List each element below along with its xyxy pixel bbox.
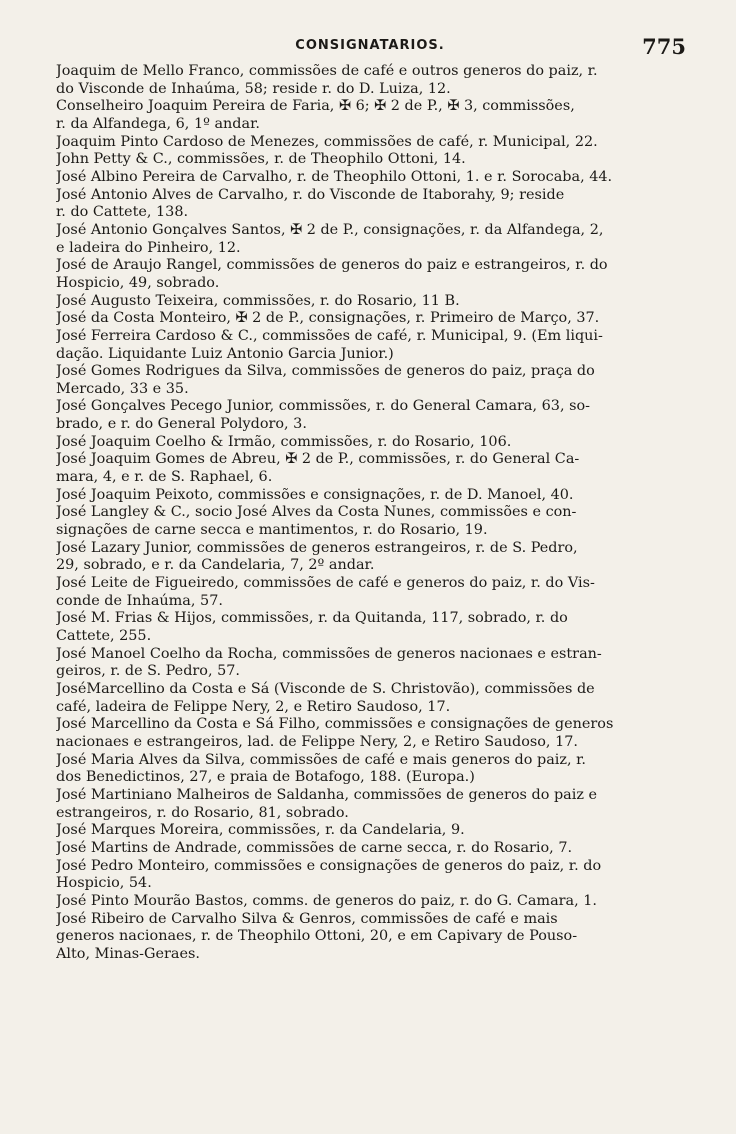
- entry-line: José Manoel Coelho da Rocha, commissões de generos nacionaes e estran-: [56, 645, 602, 662]
- entry-line: geiros, r. de S. Pedro, 57.: [56, 663, 240, 680]
- entry-line: José Antonio Gonçalves Santos, ✠ 2 de P., consignações, r. da Alfandega, 2,: [56, 221, 604, 238]
- directory-entry: [56, 434, 686, 452]
- page-number: 775: [642, 34, 686, 59]
- entry-line: José Antonio Alves de Carvalho, r. do Visconde de Itaborahy, 9; reside: [56, 186, 565, 203]
- entry-line: John Petty & C., commissões, r. de Theophilo Ottoni, 14.: [56, 151, 466, 168]
- entry-line: José M. Frias & Hijos, commissões, r. da Quitanda, 117, sobrado, r. do: [56, 610, 568, 627]
- entry-line: José Albino Pereira de Carvalho, r. de Theophilo Ottoni, 1. e r. Sorocaba, 44.: [56, 168, 613, 185]
- entry-line: José Pinto Mourão Bastos, comms. de generos do paiz, r. do G. Camara, 1.: [56, 892, 597, 909]
- directory-entry: [56, 893, 686, 911]
- entry-line: café, ladeira de Felippe Nery, 2, e Retiro Saudoso, 17.: [56, 698, 451, 715]
- entry-line: e ladeira do Pinheiro, 12.: [56, 239, 241, 256]
- entry-line: mara, 4, e r. de S. Raphael, 6.: [56, 469, 273, 486]
- entry-line: dação. Liquidante Luiz Antonio Garcia Junior.): [56, 345, 394, 362]
- entry-line: José de Araujo Rangel, commissões de generos do paiz e estrangeiros, r. do: [56, 257, 608, 274]
- entry-line: Joaquim Pinto Cardoso de Menezes, commissões de café, r. Municipal, 22.: [56, 133, 598, 150]
- entry-line: dos Benedictinos, 27, e praia de Botafogo, 188. (Europa.): [56, 769, 475, 786]
- directory-entry: [56, 752, 686, 787]
- entry-line: José Augusto Teixeira, commissões, r. do Rosario, 11 B.: [56, 292, 460, 309]
- entry-line: José Gonçalves Pecego Junior, commissões, r. do General Camara, 63, so-: [56, 398, 591, 415]
- directory-entry: [56, 610, 686, 645]
- entry-line: José Marques Moreira, commissões, r. da Candelaria, 9.: [56, 822, 465, 839]
- entry-line: r. da Alfandega, 6, 1º andar.: [56, 115, 260, 132]
- running-head: CONSIGNATARIOS.: [295, 38, 445, 53]
- entry-line: Alto, Minas-Geraes.: [56, 945, 200, 962]
- entry-line: Hospicio, 49, sobrado.: [56, 274, 220, 291]
- directory-entry: [56, 716, 686, 751]
- entry-line: 29, sobrado, e r. da Candelaria, 7, 2º andar.: [56, 557, 375, 574]
- directory-entry: [56, 787, 686, 822]
- directory-entry: [56, 646, 686, 681]
- directory-entry: [56, 451, 686, 486]
- entry-line: do Visconde de Inhaúma, 58; reside r. do D. Luiza, 12.: [56, 80, 451, 97]
- entry-line: José Gomes Rodrigues da Silva, commissões de generos do paiz, praça do: [56, 363, 595, 380]
- entry-line: José Maria Alves da Silva, commissões de café e mais generos do paiz, r.: [56, 751, 586, 768]
- directory-entry: [56, 134, 686, 152]
- page-header: [54, 34, 686, 60]
- entry-line: Mercado, 33 e 35.: [56, 380, 189, 397]
- directory-entry: [56, 257, 686, 292]
- entry-line: José Leite de Figueiredo, commissões de café e generos do paiz, r. do Vis-: [56, 575, 595, 592]
- entry-line: José Pedro Monteiro, commissões e consignações de generos do paiz, r. do: [56, 857, 602, 874]
- directory-entry: [56, 398, 686, 433]
- entry-line: nacionaes e estrangeiros, lad. de Felippe Nery, 2, e Retiro Saudoso, 17.: [56, 733, 578, 750]
- directory-entry: [56, 504, 686, 539]
- entry-line: José Marcellino da Costa e Sá Filho, commissões e consignações de generos: [56, 716, 614, 733]
- entry-line: brado, e r. do General Polydoro, 3.: [56, 416, 307, 433]
- directory-entry: [56, 169, 686, 187]
- entry-line: José Martins de Andrade, commissões de carne secca, r. do Rosario, 7.: [56, 839, 573, 856]
- directory-entry: [56, 98, 686, 133]
- directory-entry: [56, 858, 686, 893]
- directory-entry: [56, 487, 686, 505]
- consignee-list: [56, 63, 686, 963]
- directory-entry: [56, 575, 686, 610]
- directory-entry: [56, 328, 686, 363]
- directory-entry: [56, 222, 686, 257]
- directory-entry: [56, 540, 686, 575]
- directory-entry: [56, 822, 686, 840]
- directory-entry: [56, 63, 686, 98]
- entry-line: José Martiniano Malheiros de Saldanha, commissões de generos do paiz e: [56, 786, 598, 803]
- entry-line: José Joaquim Coelho & Irmão, commissões, r. do Rosario, 106.: [56, 433, 512, 450]
- entry-line: Hospicio, 54.: [56, 875, 152, 892]
- entry-line: Joaquim de Mello Franco, commissões de café e outros generos do paiz, r.: [56, 63, 598, 79]
- directory-entry: [56, 681, 686, 716]
- directory-entry: [56, 310, 686, 328]
- entry-line: JoséMarcellino da Costa e Sá (Visconde de S. Christovão), commissões de: [56, 680, 595, 697]
- entry-line: signações de carne secca e mantimentos, r. do Rosario, 19.: [56, 522, 488, 539]
- entry-line: r. do Cattete, 138.: [56, 204, 189, 221]
- entry-line: estrangeiros, r. do Rosario, 81, sobrado.: [56, 804, 349, 821]
- directory-entry: [56, 151, 686, 169]
- entry-line: José Joaquim Peixoto, commissões e consignações, r. de D. Manoel, 40.: [56, 486, 574, 503]
- directory-entry: [56, 363, 686, 398]
- entry-line: conde de Inhaúma, 57.: [56, 592, 223, 609]
- directory-entry: [56, 911, 686, 964]
- directory-entry: [56, 840, 686, 858]
- entry-line: Cattete, 255.: [56, 628, 152, 644]
- entry-line: José Ribeiro de Carvalho Silva & Genros, commissões de café e mais: [56, 910, 558, 927]
- entry-line: José Langley & C., socio José Alves da Costa Nunes, commissões e con-: [56, 504, 577, 521]
- entry-line: generos nacionaes, r. de Theophilo Ottoni, 20, e em Capivary de Pouso-: [56, 928, 578, 945]
- entry-line: José da Costa Monteiro, ✠ 2 de P., consignações, r. Primeiro de Março, 37.: [56, 310, 600, 327]
- entry-line: José Lazary Junior, commissões de generos estrangeiros, r. de S. Pedro,: [56, 539, 578, 556]
- entry-line: José Ferreira Cardoso & C., commissões de café, r. Municipal, 9. (Em liqui-: [56, 327, 603, 344]
- directory-entry: [56, 293, 686, 311]
- entry-line: Conselheiro Joaquim Pereira de Faria, ✠ 6; ✠ 2 de P., ✠ 3, commissões,: [56, 98, 575, 115]
- entry-line: José Joaquim Gomes de Abreu, ✠ 2 de P., commissões, r. do General Ca-: [56, 451, 580, 468]
- directory-entry: [56, 187, 686, 222]
